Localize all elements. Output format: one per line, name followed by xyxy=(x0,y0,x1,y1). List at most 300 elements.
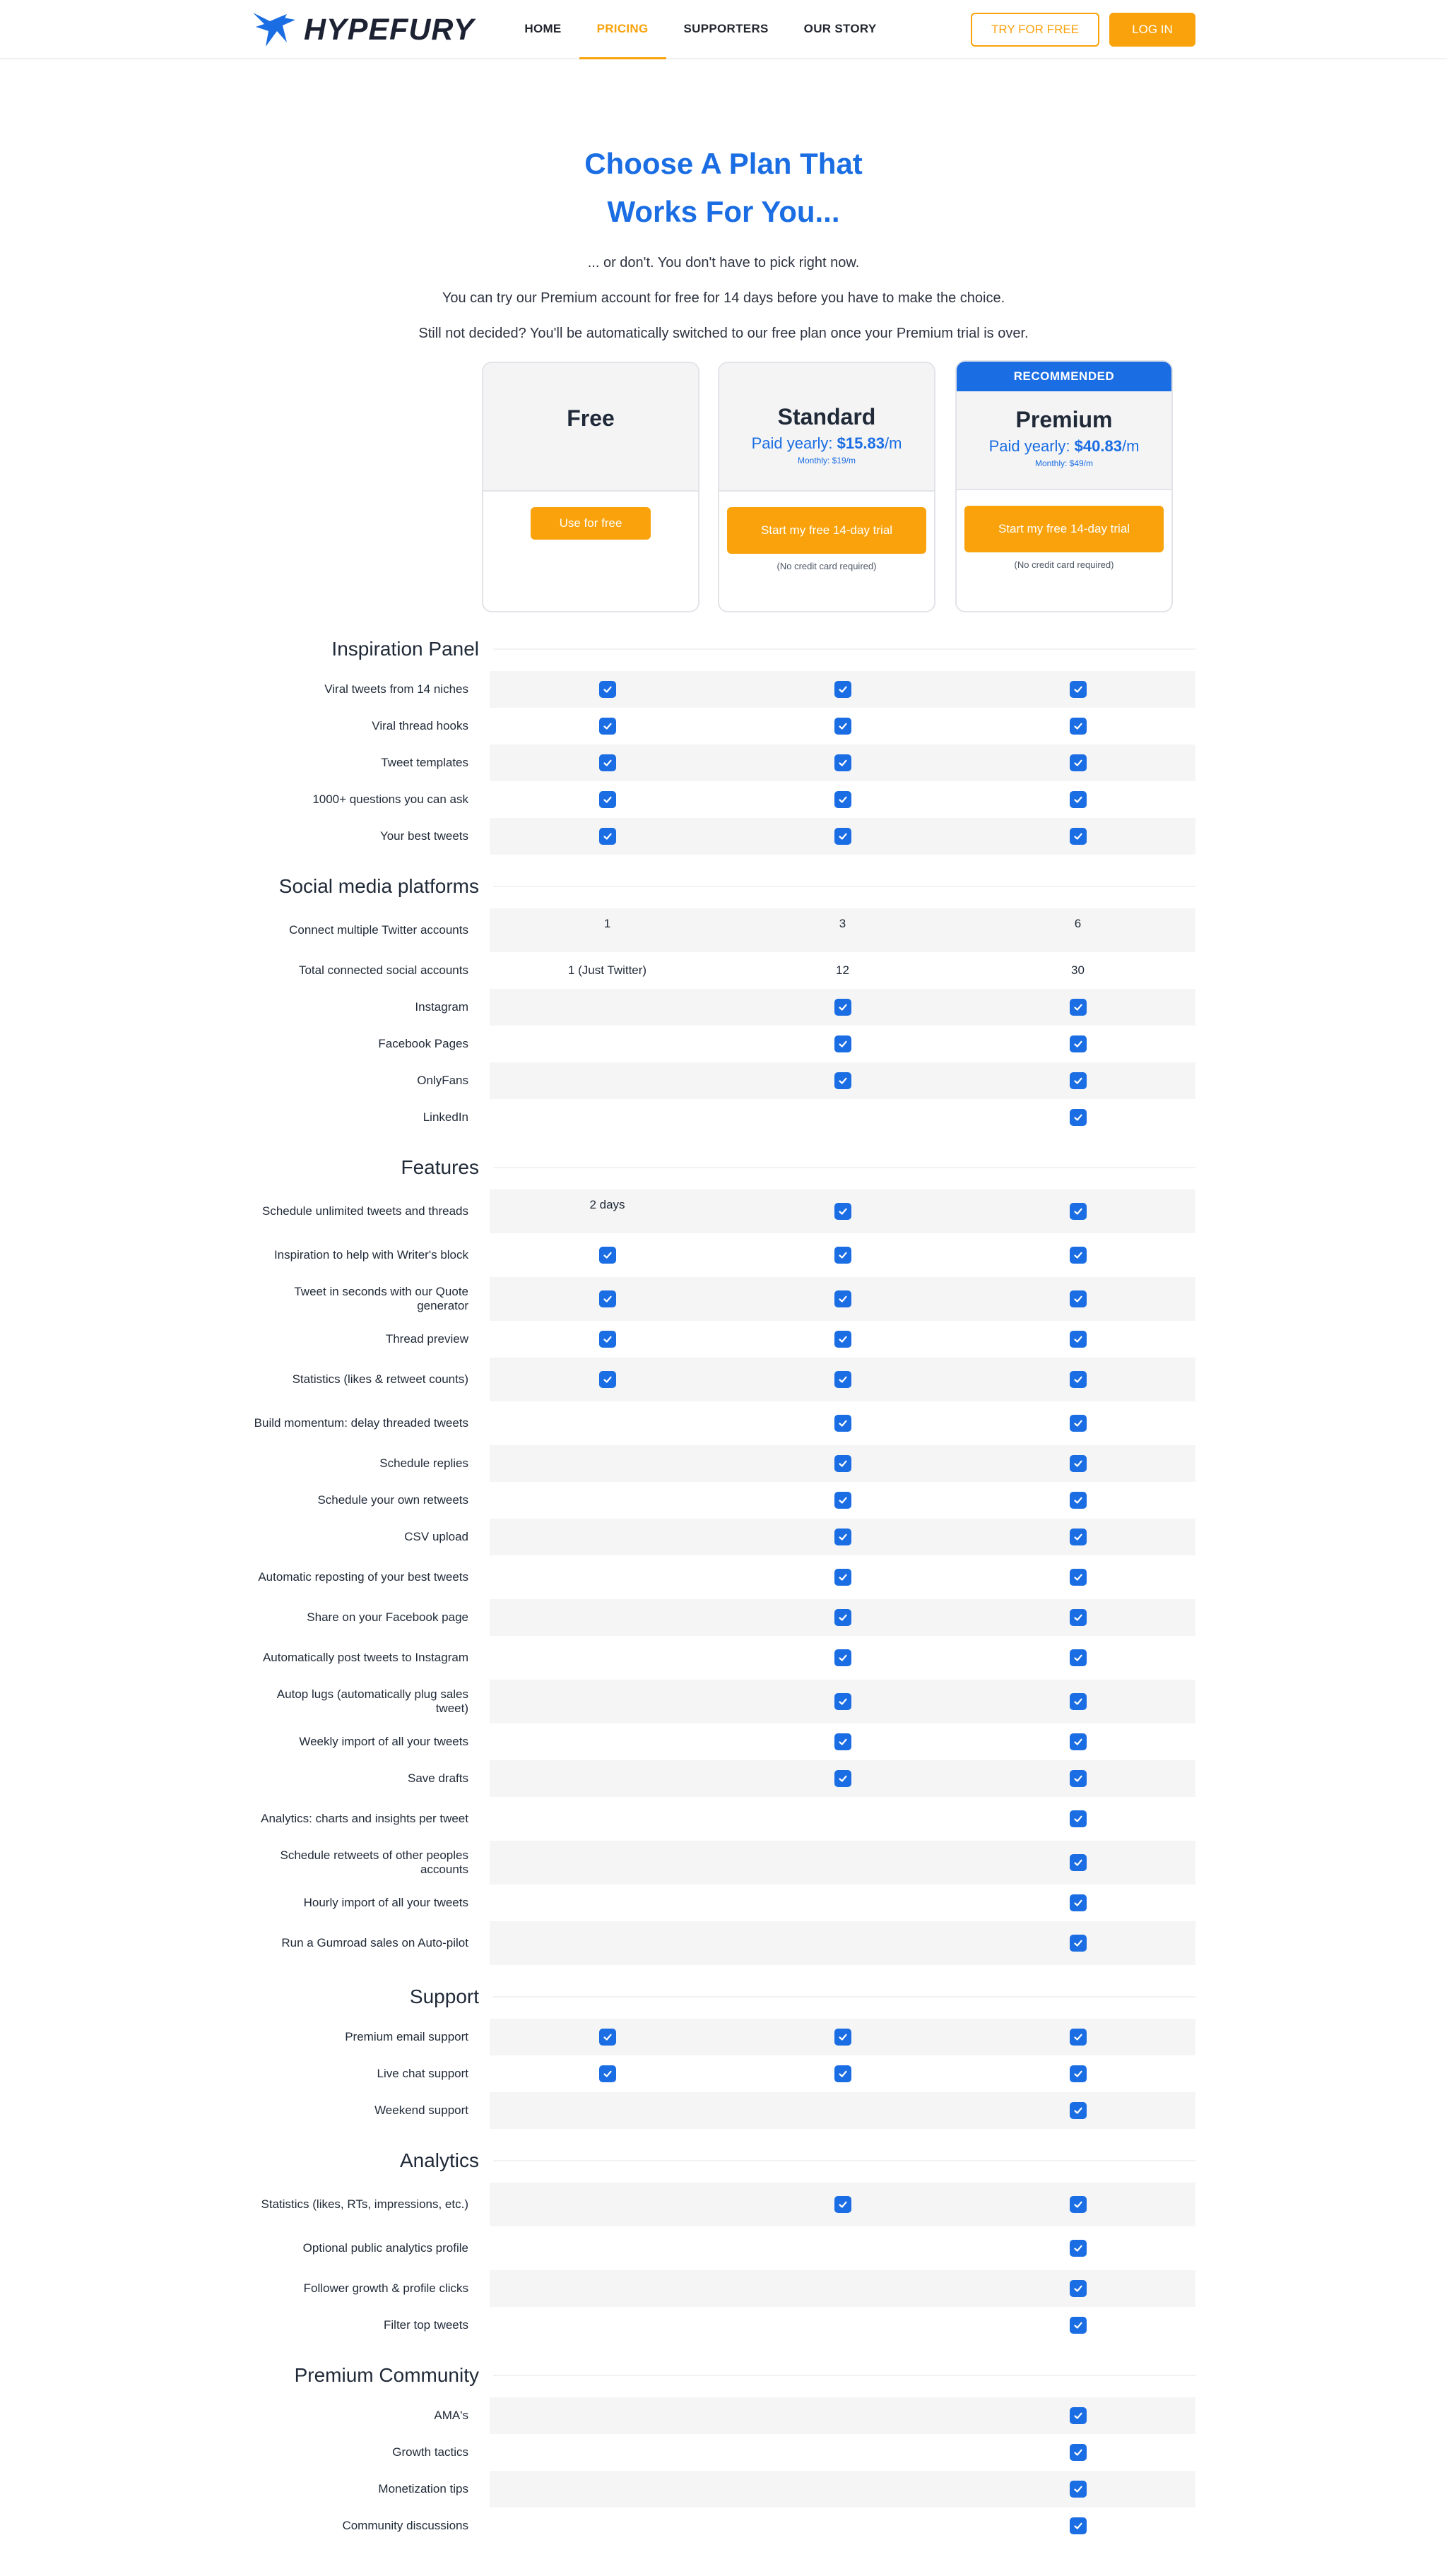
feature-label: Schedule replies xyxy=(379,1456,468,1470)
plan-card-free xyxy=(482,362,699,612)
feature-cell xyxy=(725,1189,960,1233)
checkmark-icon xyxy=(1070,2065,1087,2082)
feature-cell xyxy=(960,989,1195,1026)
feature-label: Inspiration to help with Writer's block xyxy=(273,1248,468,1262)
feature-label: Tweet templates xyxy=(381,756,468,769)
checkmark-icon xyxy=(1070,1415,1087,1432)
page-title-line-2: Works For You... xyxy=(607,195,840,228)
checkmark-icon xyxy=(834,1649,851,1666)
feature-cell-empty xyxy=(490,1099,725,1136)
feature-label: Hourly import of all your tweets xyxy=(303,1896,468,1909)
feature-row xyxy=(252,2471,1195,2507)
feature-row xyxy=(252,1760,1195,1797)
checkmark-icon xyxy=(599,1371,616,1388)
feature-cell-empty xyxy=(490,1555,725,1599)
feature-cell-empty xyxy=(490,989,725,1026)
recommended-badge: RECOMMENDED xyxy=(957,362,1171,391)
feature-row xyxy=(252,2397,1195,2434)
checkmark-icon xyxy=(834,1529,851,1545)
feature-row xyxy=(252,1599,1195,1636)
checkmark-icon xyxy=(834,1770,851,1787)
feature-cell xyxy=(725,1321,960,1358)
hero-subtitle-1: ... or don't. You don't have to pick right now. xyxy=(587,255,860,271)
feature-label: Optional public analytics profile xyxy=(302,2241,468,2255)
feature-cell xyxy=(490,818,725,855)
feature-label: Analytics: charts and insights per tweet xyxy=(261,1812,468,1825)
checkmark-icon xyxy=(1070,2317,1087,2334)
feature-cell xyxy=(960,781,1195,818)
feature-cell-empty xyxy=(490,2270,725,2307)
feature-cell-empty xyxy=(490,1841,725,1884)
divider xyxy=(493,648,1195,650)
feature-row xyxy=(252,1026,1195,1062)
checkmark-icon xyxy=(834,999,851,1016)
feature-cell xyxy=(960,1358,1195,1401)
divider xyxy=(493,2160,1195,2161)
feature-row xyxy=(252,1797,1195,1841)
feature-cell-empty xyxy=(490,1062,725,1099)
feature-cell xyxy=(960,1884,1195,1921)
plan-name: Premium xyxy=(1015,407,1113,432)
feature-cell-empty xyxy=(725,1099,960,1136)
checkmark-icon xyxy=(599,2065,616,2082)
feature-label: LinkedIn xyxy=(423,1110,468,1124)
feature-cell xyxy=(960,1189,1195,1233)
feature-cell xyxy=(725,1358,960,1401)
checkmark-icon xyxy=(834,828,851,845)
feature-cell xyxy=(725,1680,960,1723)
feature-cell-value: 6 xyxy=(1074,917,1082,930)
feature-label: Growth tactics xyxy=(392,2445,468,2459)
checkmark-icon xyxy=(1070,1331,1087,1348)
feature-row xyxy=(252,1680,1195,1723)
feature-cell xyxy=(960,1445,1195,1482)
checkmark-icon xyxy=(1070,1810,1087,1827)
plan-cards xyxy=(243,362,1204,617)
feature-label: Viral tweets from 14 niches xyxy=(324,682,468,696)
feature-cell xyxy=(960,2092,1195,2129)
nav-link-our-story[interactable]: OUR STORY xyxy=(803,21,877,35)
feature-cell-value: 2 days xyxy=(589,1198,625,1211)
checkmark-icon xyxy=(1070,999,1087,1016)
checkmark-icon xyxy=(1070,1247,1087,1264)
feature-cell-empty xyxy=(490,1760,725,1797)
checkmark-icon xyxy=(599,718,616,735)
feature-cell xyxy=(725,1062,960,1099)
checkmark-icon xyxy=(1070,2196,1087,2213)
checkmark-icon xyxy=(1070,2481,1087,2498)
checkmark-icon xyxy=(1070,1529,1087,1545)
feature-label: Build momentum: delay threaded tweets xyxy=(254,1416,468,1430)
feature-cell-empty xyxy=(490,2397,725,2434)
feature-label: Premium email support xyxy=(345,2030,468,2043)
feature-label: Community discussions xyxy=(342,2519,468,2532)
nav-link-home[interactable]: HOME xyxy=(524,21,562,35)
feature-row xyxy=(252,1636,1195,1680)
feature-cell xyxy=(960,2397,1195,2434)
feature-label: Follower growth & profile clicks xyxy=(303,2281,468,2295)
nav-actions xyxy=(971,13,1195,47)
plan-yearly-price: Paid yearly: $15.83/m xyxy=(751,434,902,452)
section-header xyxy=(252,617,1195,671)
feature-cell-empty xyxy=(490,1599,725,1636)
checkmark-icon xyxy=(834,1609,851,1626)
log-in-button[interactable]: LOG IN xyxy=(1109,13,1195,47)
top-nav xyxy=(0,0,1447,59)
feature-cell xyxy=(490,1358,725,1401)
feature-comparison-table xyxy=(252,617,1195,2544)
checkmark-icon xyxy=(834,1455,851,1472)
feature-cell xyxy=(725,1445,960,1482)
plan-card-header xyxy=(957,391,1171,490)
plan-monthly-price: Monthly: $49/m xyxy=(1034,458,1094,468)
checkmark-icon xyxy=(1070,1290,1087,1307)
feature-label: 1000+ questions you can ask xyxy=(312,793,468,806)
feature-cell-empty xyxy=(490,1723,725,1760)
nav-links xyxy=(507,0,894,59)
feature-cell xyxy=(960,1233,1195,1277)
feature-label: Your best tweets xyxy=(379,829,468,843)
feature-row xyxy=(252,1321,1195,1358)
feature-row xyxy=(252,1841,1195,1884)
checkmark-icon xyxy=(1070,2444,1087,2461)
feature-cell xyxy=(490,1277,725,1321)
feature-cell xyxy=(725,989,960,1026)
no-credit-card-note: (No credit card required) xyxy=(776,561,877,571)
feature-cell xyxy=(960,1599,1195,1636)
feature-cell xyxy=(960,2183,1195,2226)
nav-link-supporters[interactable]: SUPPORTERS xyxy=(683,21,769,35)
feature-label: Viral thread hooks xyxy=(372,719,468,732)
feature-cell-empty xyxy=(725,1797,960,1841)
feature-cell xyxy=(490,781,725,818)
feature-cell xyxy=(725,1555,960,1599)
feature-cell xyxy=(960,1760,1195,1797)
feature-row xyxy=(252,908,1195,952)
checkmark-icon xyxy=(1070,791,1087,808)
checkmark-icon xyxy=(834,754,851,771)
feature-cell xyxy=(725,1519,960,1555)
feature-row xyxy=(252,2092,1195,2129)
section-title: Social media platforms xyxy=(278,875,479,897)
feature-cell xyxy=(960,2226,1195,2270)
logo-bird-icon xyxy=(252,10,297,49)
feature-row xyxy=(252,1884,1195,1921)
nav-link-pricing[interactable]: PRICING xyxy=(579,0,666,59)
try-for-free-button[interactable]: TRY FOR FREE xyxy=(971,13,1099,47)
feature-row xyxy=(252,2434,1195,2471)
divider xyxy=(493,1996,1195,1998)
feature-cell-empty xyxy=(490,2507,725,2544)
feature-cell-empty xyxy=(490,1026,725,1062)
start-trial-standard-button[interactable]: Start my free 14-day trial xyxy=(727,507,926,554)
feature-row xyxy=(252,2183,1195,2226)
section-title: Premium Community xyxy=(294,2364,479,2386)
start-trial-premium-button[interactable]: Start my free 14-day trial xyxy=(964,506,1164,552)
feature-cell-empty xyxy=(725,2397,960,2434)
feature-cell xyxy=(960,1321,1195,1358)
checkmark-icon xyxy=(1070,2029,1087,2046)
feature-cell-empty xyxy=(490,2092,725,2129)
feature-cell xyxy=(490,708,725,744)
feature-cell-value: 12 xyxy=(836,963,849,977)
feature-cell-empty xyxy=(490,1921,725,1965)
feature-cell xyxy=(960,671,1195,708)
feature-label: OnlyFans xyxy=(417,1074,468,1087)
feature-cell xyxy=(960,1401,1195,1445)
checkmark-icon xyxy=(1070,1693,1087,1710)
feature-label: Connect multiple Twitter accounts xyxy=(289,923,468,937)
feature-cell xyxy=(960,708,1195,744)
checkmark-icon xyxy=(599,1247,616,1264)
checkmark-icon xyxy=(1070,1109,1087,1126)
plan-name: Standard xyxy=(777,404,876,429)
feature-label: CSV upload xyxy=(404,1530,468,1543)
checkmark-icon xyxy=(834,1290,851,1307)
feature-cell xyxy=(490,744,725,781)
feature-row xyxy=(252,1723,1195,1760)
feature-label: Total connected social accounts xyxy=(298,963,468,977)
feature-label: Tweet in seconds with our Quote generator xyxy=(294,1285,468,1312)
checkmark-icon xyxy=(1070,1894,1087,1911)
feature-row xyxy=(252,989,1195,1026)
feature-cell xyxy=(725,671,960,708)
feature-label: AMA's xyxy=(434,2409,468,2422)
checkmark-icon xyxy=(834,791,851,808)
feature-label: Autop lugs (automatically plug sales tweet) xyxy=(276,1687,468,1715)
feature-label: Monetization tips xyxy=(378,2482,468,2495)
feature-cell-value: 1 xyxy=(603,917,611,930)
checkmark-icon xyxy=(834,718,851,735)
checkmark-icon xyxy=(1070,1455,1087,1472)
feature-cell xyxy=(725,1636,960,1680)
feature-row xyxy=(252,818,1195,855)
checkmark-icon xyxy=(1070,1569,1087,1586)
feature-cell xyxy=(490,1321,725,1358)
feature-label: Statistics (likes & retweet counts) xyxy=(292,1372,468,1386)
checkmark-icon xyxy=(1070,2240,1087,2257)
feature-row xyxy=(252,1482,1195,1519)
checkmark-icon xyxy=(1070,1649,1087,1666)
feature-cell-empty xyxy=(490,2434,725,2471)
divider xyxy=(493,2375,1195,2376)
feature-row xyxy=(252,671,1195,708)
feature-cell xyxy=(960,1680,1195,1723)
feature-cell xyxy=(960,1277,1195,1321)
feature-cell xyxy=(725,1277,960,1321)
feature-label: Schedule unlimited tweets and threads xyxy=(261,1204,468,1218)
section-title: Inspiration Panel xyxy=(331,638,479,660)
feature-row xyxy=(252,2226,1195,2270)
feature-cell-empty xyxy=(490,1482,725,1519)
feature-cell xyxy=(960,1062,1195,1099)
plan-card-premium xyxy=(955,360,1173,612)
checkmark-icon xyxy=(1070,718,1087,735)
feature-cell xyxy=(725,744,960,781)
feature-row xyxy=(252,1062,1195,1099)
feature-cell xyxy=(725,2055,960,2092)
plan-card-header xyxy=(719,363,934,492)
checkmark-icon xyxy=(599,791,616,808)
feature-row xyxy=(252,2507,1195,2544)
feature-cell-empty xyxy=(490,2307,725,2344)
feature-row xyxy=(252,1921,1195,1965)
feature-cell xyxy=(960,1482,1195,1519)
feature-cell xyxy=(725,2183,960,2226)
plan-monthly-price: Monthly: $19/m xyxy=(797,456,856,465)
checkmark-icon xyxy=(834,1072,851,1089)
checkmark-icon xyxy=(834,1492,851,1509)
feature-cell-value: 30 xyxy=(1071,963,1085,977)
feature-cell xyxy=(960,1519,1195,1555)
divider xyxy=(493,886,1195,887)
checkmark-icon xyxy=(1070,2517,1087,2534)
feature-cell-empty xyxy=(725,1884,960,1921)
hero-subtitle-2: You can try our Premium account for free for 14 days before you have to make the choice. xyxy=(442,290,1005,306)
checkmark-icon xyxy=(1070,681,1087,698)
feature-cell xyxy=(960,744,1195,781)
feature-cell xyxy=(960,1555,1195,1599)
feature-cell xyxy=(960,818,1195,855)
checkmark-icon xyxy=(1070,2280,1087,2297)
feature-cell xyxy=(960,1797,1195,1841)
feature-cell-empty xyxy=(490,1445,725,1482)
feature-cell-empty xyxy=(725,1841,960,1884)
feature-cell xyxy=(960,2471,1195,2507)
checkmark-icon xyxy=(599,2029,616,2046)
feature-cell xyxy=(960,2434,1195,2471)
feature-row xyxy=(252,781,1195,818)
divider xyxy=(493,1167,1195,1168)
feature-cell-empty xyxy=(725,2270,960,2307)
feature-cell xyxy=(960,2055,1195,2092)
logo-text: HYPEFURY xyxy=(304,12,475,47)
section-title: Analytics xyxy=(399,2149,479,2171)
feature-row xyxy=(252,2307,1195,2344)
feature-cell xyxy=(490,1233,725,1277)
feature-cell xyxy=(960,1841,1195,1884)
feature-cell-empty xyxy=(725,2434,960,2471)
section-header xyxy=(252,855,1195,908)
hero-subtitle-3: Still not decided? You'll be automatically switched to our free plan once your Premium trial is over. xyxy=(418,326,1029,341)
feature-row xyxy=(252,2019,1195,2055)
checkmark-icon xyxy=(1070,1935,1087,1952)
checkmark-icon xyxy=(834,1247,851,1264)
feature-cell xyxy=(490,2019,725,2055)
feature-label: Schedule your own retweets xyxy=(317,1493,468,1507)
feature-cell-empty xyxy=(725,2507,960,2544)
checkmark-icon xyxy=(834,1569,851,1586)
feature-cell xyxy=(960,1723,1195,1760)
feature-cell xyxy=(490,2055,725,2092)
feature-cell xyxy=(725,1401,960,1445)
checkmark-icon xyxy=(599,828,616,845)
feature-cell-empty xyxy=(725,2092,960,2129)
feature-label: Share on your Facebook page xyxy=(307,1610,468,1624)
feature-cell xyxy=(960,1026,1195,1062)
feature-cell xyxy=(725,1233,960,1277)
feature-cell-empty xyxy=(490,2183,725,2226)
feature-cell-empty xyxy=(725,2226,960,2270)
feature-row xyxy=(252,1189,1195,1233)
feature-cell-empty xyxy=(725,2307,960,2344)
checkmark-icon xyxy=(834,2196,851,2213)
feature-cell-empty xyxy=(490,1884,725,1921)
checkmark-icon xyxy=(834,1331,851,1348)
logo[interactable] xyxy=(252,10,474,49)
feature-row xyxy=(252,2055,1195,2092)
checkmark-icon xyxy=(834,1035,851,1052)
checkmark-icon xyxy=(1070,754,1087,771)
section-title: Support xyxy=(409,1986,479,2007)
feature-cell-empty xyxy=(490,1680,725,1723)
hero xyxy=(0,59,1447,342)
checkmark-icon xyxy=(1070,828,1087,845)
checkmark-icon xyxy=(1070,2407,1087,2424)
checkmark-icon xyxy=(834,1203,851,1220)
feature-cell-empty xyxy=(490,1401,725,1445)
feature-cell xyxy=(960,1921,1195,1965)
feature-label: Instagram xyxy=(415,1000,468,1014)
checkmark-icon xyxy=(1070,1770,1087,1787)
feature-row xyxy=(252,1445,1195,1482)
feature-label: Save drafts xyxy=(408,1771,468,1785)
feature-cell xyxy=(725,1723,960,1760)
checkmark-icon xyxy=(599,1290,616,1307)
section-header xyxy=(252,2129,1195,2183)
feature-cell xyxy=(725,708,960,744)
checkmark-icon xyxy=(834,2029,851,2046)
feature-row xyxy=(252,2270,1195,2307)
feature-cell xyxy=(725,2019,960,2055)
checkmark-icon xyxy=(834,2065,851,2082)
section-header xyxy=(252,1136,1195,1189)
feature-row xyxy=(252,1519,1195,1555)
feature-cell xyxy=(960,2507,1195,2544)
feature-cell-value: 3 xyxy=(839,917,846,930)
feature-cell-empty xyxy=(490,1636,725,1680)
feature-cell xyxy=(960,2307,1195,2344)
checkmark-icon xyxy=(1070,1203,1087,1220)
checkmark-icon xyxy=(599,681,616,698)
checkmark-icon xyxy=(599,1331,616,1348)
feature-cell xyxy=(960,1636,1195,1680)
checkmark-icon xyxy=(1070,1492,1087,1509)
feature-label: Run a Gumroad sales on Auto-pilot xyxy=(281,1936,468,1949)
feature-label: Automatically post tweets to Instagram xyxy=(262,1651,468,1664)
checkmark-icon xyxy=(1070,1072,1087,1089)
feature-cell-empty xyxy=(490,2471,725,2507)
feature-label: Live chat support xyxy=(377,2067,468,2080)
use-for-free-button[interactable]: Use for free xyxy=(531,507,651,540)
feature-label: Statistics (likes, RTs, impressions, etc.) xyxy=(261,2197,468,2211)
checkmark-icon xyxy=(1070,1035,1087,1052)
feature-row xyxy=(252,744,1195,781)
feature-label: Weekly import of all your tweets xyxy=(299,1735,468,1748)
checkmark-icon xyxy=(834,1693,851,1710)
feature-cell xyxy=(725,1026,960,1062)
feature-cell xyxy=(960,2019,1195,2055)
feature-row xyxy=(252,1099,1195,1136)
feature-row xyxy=(252,1401,1195,1445)
feature-label: Filter top tweets xyxy=(384,2318,468,2332)
feature-cell-empty xyxy=(725,2471,960,2507)
feature-row xyxy=(252,1277,1195,1321)
feature-row xyxy=(252,1358,1195,1401)
feature-cell xyxy=(725,1599,960,1636)
feature-cell-empty xyxy=(725,1921,960,1965)
plan-name: Free xyxy=(567,405,615,431)
